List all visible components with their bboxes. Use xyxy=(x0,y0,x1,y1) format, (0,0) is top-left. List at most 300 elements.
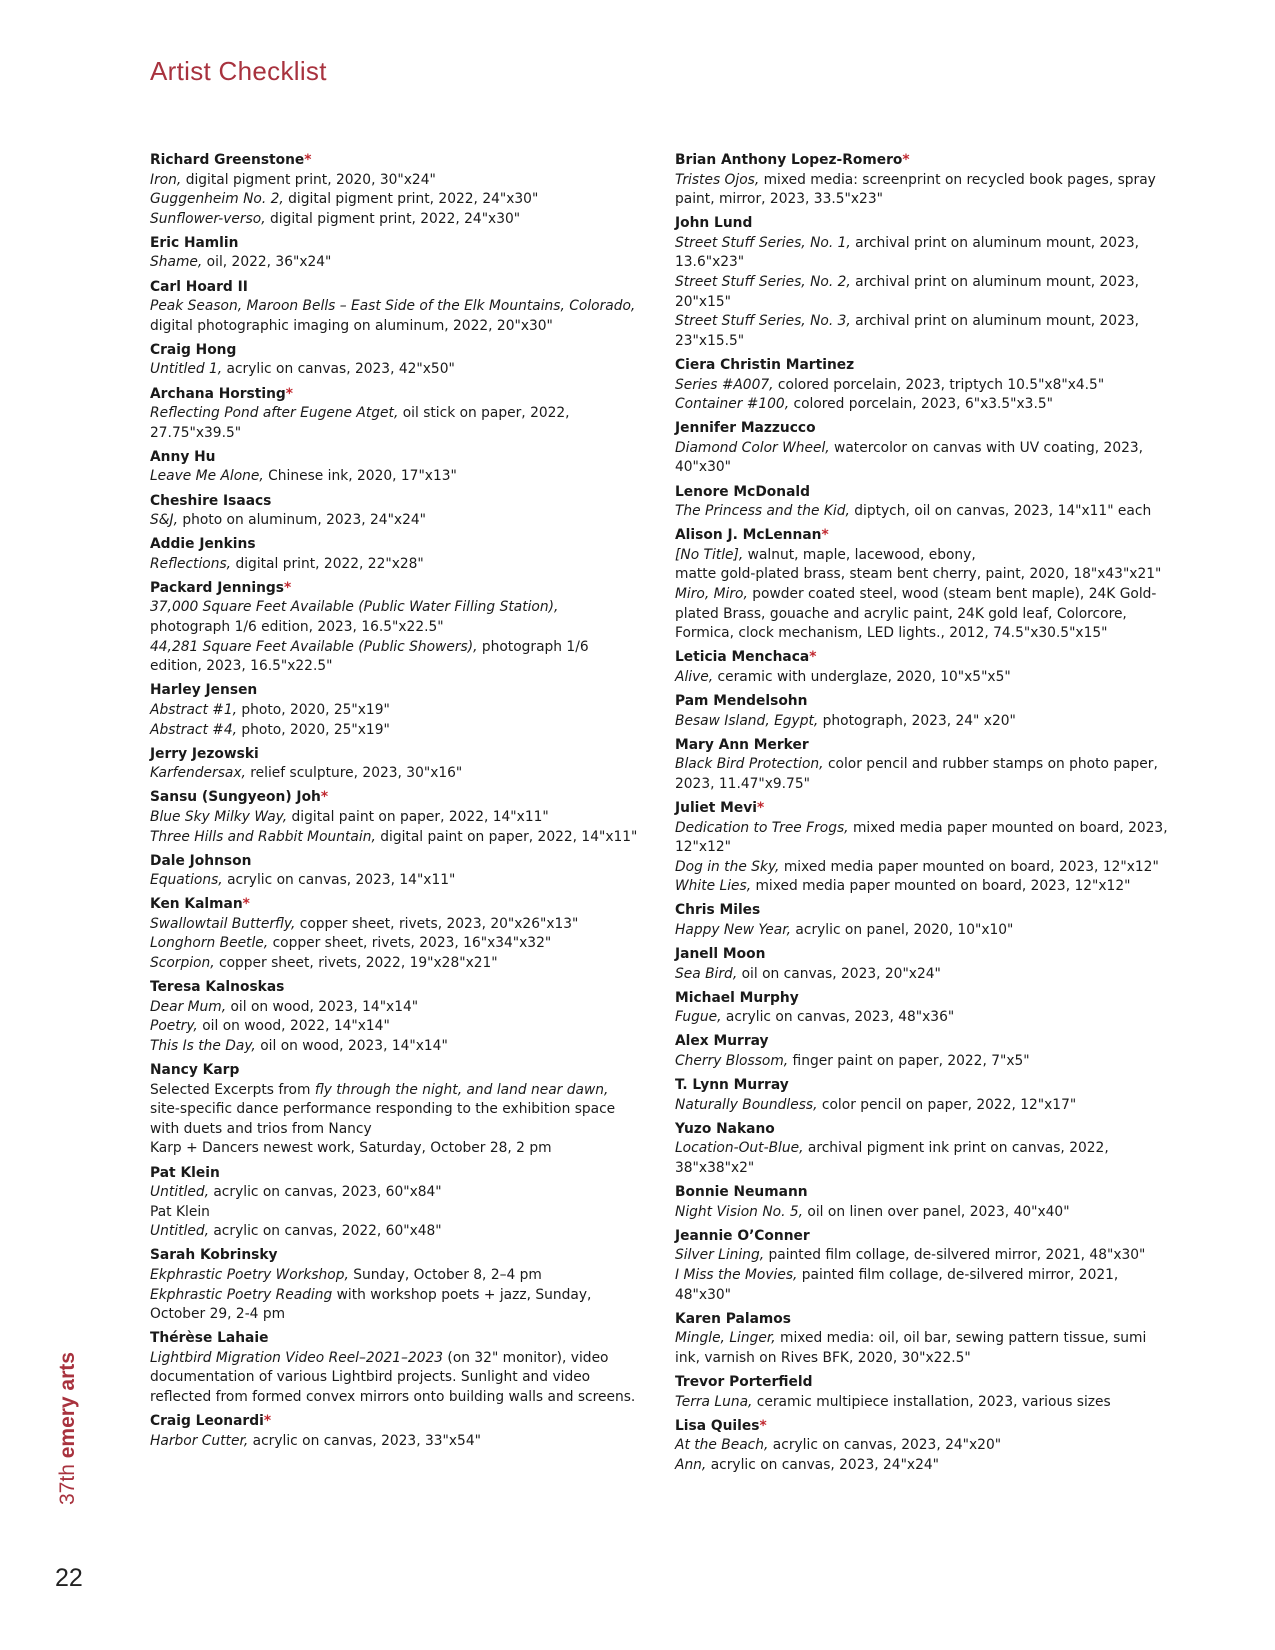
artist-name xyxy=(675,526,1170,546)
artwork-details: digital pigment print, 2020, 30"x24" xyxy=(181,171,436,188)
artist-name-text: Lenore McDonald xyxy=(675,483,810,500)
artwork-line xyxy=(150,297,640,336)
artist-entry xyxy=(150,1412,640,1451)
artwork-title: Untitled 1, xyxy=(150,361,223,378)
artwork-details: ceramic multipiece installation, 2023, various sizes xyxy=(752,1393,1111,1410)
artwork-title: 37,000 Square Feet Available (Public Water Filling Station), xyxy=(150,599,559,616)
artist-entry xyxy=(150,448,640,487)
artwork-details: digital pigment print, 2022, 24"x30" xyxy=(265,210,521,227)
artwork-line xyxy=(150,210,640,230)
artist-name xyxy=(675,1227,1170,1247)
artist-name-text: T. Lynn Murray xyxy=(675,1077,789,1094)
artwork-details: Sunday, October 8, 2–4 pm xyxy=(348,1266,542,1283)
artist-name-text: Anny Hu xyxy=(150,448,216,465)
artwork-line xyxy=(150,1139,640,1159)
artist-name-text: Alex Murray xyxy=(675,1033,769,1050)
artist-name xyxy=(150,895,640,915)
artist-name xyxy=(150,788,640,808)
artwork-line xyxy=(150,598,640,637)
artwork-title: Peak Season, Maroon Bells – East Side of the Elk Mountains, Colorado, xyxy=(150,298,636,315)
artist-name xyxy=(150,1164,640,1184)
artwork-line xyxy=(150,253,640,273)
artist-entry xyxy=(675,214,1170,351)
artist-name xyxy=(150,1329,640,1349)
artwork-title: Cherry Blossom, xyxy=(675,1053,789,1070)
artist-name-text: Juliet Mevi xyxy=(675,799,757,816)
checklist-column-left xyxy=(150,151,640,1456)
artist-name xyxy=(675,1310,1170,1330)
artwork-title: Dog in the Sky, xyxy=(675,858,780,875)
artwork-line xyxy=(675,819,1170,858)
artist-name-text: John Lund xyxy=(675,215,753,232)
artwork-title: Swallowtail Butterfly, xyxy=(150,915,296,932)
artist-name xyxy=(675,1183,1170,1203)
artist-name-text: Cheshire Isaacs xyxy=(150,492,272,509)
artist-name xyxy=(150,535,640,555)
artwork-title: Untitled, xyxy=(150,1184,209,1201)
artwork-details: walnut, maple, lacewood, ebony, xyxy=(743,546,976,563)
artwork-details: photo on aluminum, 2023, 24"x24" xyxy=(177,512,426,529)
artist-name-text: Harley Jensen xyxy=(150,682,258,699)
artwork-line xyxy=(150,808,640,828)
artist-entry xyxy=(150,1246,640,1324)
artist-name-text: Trevor Porterfield xyxy=(675,1373,813,1390)
page-title: Artist Checklist xyxy=(150,56,327,86)
artwork-line xyxy=(150,828,640,848)
artwork-line xyxy=(150,701,640,721)
artwork-title: Night Vision No. 5, xyxy=(675,1203,804,1220)
artist-name xyxy=(675,989,1170,1009)
artwork-title: Miro, Miro, xyxy=(675,585,748,602)
artist-name xyxy=(675,692,1170,712)
artwork-line xyxy=(150,1222,640,1242)
artwork-details: photograph, 2023, 24" x20" xyxy=(818,712,1016,729)
artwork-line xyxy=(675,1139,1170,1178)
asterisk-marker: * xyxy=(283,579,292,596)
artwork-title: Blue Sky Milky Way, xyxy=(150,808,288,825)
artist-name-text: Pam Mendelsohn xyxy=(675,692,808,709)
artwork-title: Longhorn Beetle, xyxy=(150,935,269,952)
artwork-line xyxy=(675,1008,1170,1028)
artwork-title: Leave Me Alone, xyxy=(150,468,264,485)
artist-name-text: Brian Anthony Lopez-Romero xyxy=(675,152,903,168)
artist-name xyxy=(150,151,640,171)
asterisk-marker: * xyxy=(809,649,817,666)
artist-name xyxy=(675,901,1170,921)
artist-name xyxy=(675,214,1170,234)
artist-name xyxy=(675,1417,1170,1437)
artwork-details: copper sheet, rivets, 2023, 16"x34"x32" xyxy=(268,935,552,952)
artwork-title: Iron, xyxy=(150,171,182,188)
artwork-details: archival print on aluminum mount, 2023, 20"x15" xyxy=(675,274,1140,310)
artwork-title: Scorpion, xyxy=(150,955,215,972)
artwork-details: finger paint on paper, 2022, 7"x5" xyxy=(788,1053,1030,1070)
artwork-title: Shame, xyxy=(150,254,203,271)
artwork-title: Equations, xyxy=(150,872,223,889)
artwork-title: Three Hills and Rabbit Mountain, xyxy=(150,828,376,845)
artwork-title: fly through the night, and land near dawn, xyxy=(314,1081,609,1098)
artist-name xyxy=(150,448,640,468)
artwork-title: Location-Out-Blue, xyxy=(675,1140,804,1157)
artist-name-text: Addie Jenkins xyxy=(150,536,256,553)
artist-entry xyxy=(675,1310,1170,1369)
artist-entry xyxy=(675,1032,1170,1071)
artwork-details: digital paint on paper, 2022, 14"x11" xyxy=(375,828,638,845)
artwork-title: 44,281 Square Feet Available (Public Showers), xyxy=(150,638,478,655)
artist-entry xyxy=(150,788,640,847)
artwork-details: relief sculpture, 2023, 30"x16" xyxy=(245,765,463,782)
artwork-title: Sea Bird, xyxy=(675,965,738,982)
artwork-line xyxy=(675,1052,1170,1072)
artwork-title: Untitled, xyxy=(150,1223,209,1240)
artist-name xyxy=(150,681,640,701)
artist-entry xyxy=(675,736,1170,795)
artist-entry xyxy=(150,385,640,444)
artwork-title: Besaw Island, Egypt, xyxy=(675,712,819,729)
artist-name-text: Jerry Jezowski xyxy=(150,745,259,762)
artwork-details: photo, 2020, 25"x19" xyxy=(237,701,390,718)
artist-entry xyxy=(150,492,640,531)
artist-entry xyxy=(675,989,1170,1028)
artwork-line xyxy=(150,511,640,531)
artist-name-text: Bonnie Neumann xyxy=(675,1184,808,1201)
artwork-title: Mingle, Linger, xyxy=(675,1330,776,1347)
artwork-details: archival print on aluminum mount, 2023, 13.6"x23" xyxy=(675,234,1140,271)
artist-name-text: Janell Moon xyxy=(675,946,766,963)
asterisk-marker: * xyxy=(821,527,829,544)
artwork-details: oil on canvas, 2023, 20"x24" xyxy=(737,965,941,982)
artwork-title: Ekphrastic Poetry Workshop, xyxy=(150,1266,349,1283)
artwork-line xyxy=(675,877,1170,897)
artist-name xyxy=(150,341,640,361)
artwork-line xyxy=(675,171,1170,210)
artist-name-text: Yuzo Nakano xyxy=(675,1120,775,1137)
artist-name xyxy=(675,151,1170,171)
artwork-details: Pat Klein xyxy=(150,1203,210,1220)
artwork-details: acrylic on canvas, 2023, 24"x24" xyxy=(706,1456,940,1473)
artist-entry xyxy=(150,681,640,740)
artwork-title: Abstract #4, xyxy=(150,721,238,738)
artwork-line xyxy=(150,1432,640,1452)
artwork-line xyxy=(150,1183,640,1203)
artist-name-text: Dale Johnson xyxy=(150,852,252,869)
artwork-details: acrylic on canvas, 2022, 60"x48" xyxy=(208,1223,442,1240)
artist-entry xyxy=(150,1164,640,1242)
artwork-line xyxy=(150,467,640,487)
artwork-details: site-specific dance performance responding to the exhibition space with duets and trios from Nancy xyxy=(150,1101,616,1137)
artwork-details: mixed media: screenprint on recycled book pages, spray paint, mirror, 2023, 33.5"x23" xyxy=(675,171,1156,208)
artwork-title: Reflections, xyxy=(150,555,232,572)
artist-name xyxy=(675,483,1170,503)
artwork-line xyxy=(675,1266,1170,1305)
artwork-title: Black Bird Protection, xyxy=(675,756,824,773)
artwork-details: oil on linen over panel, 2023, 40"x40" xyxy=(803,1203,1070,1220)
artwork-title: Naturally Boundless, xyxy=(675,1096,818,1113)
artist-entry xyxy=(675,1417,1170,1476)
artwork-details: archival pigment ink print on canvas, 2022, 38"x38"x2" xyxy=(675,1140,1109,1176)
artwork-title: Harbor Cutter, xyxy=(150,1432,249,1449)
artwork-line xyxy=(675,1246,1170,1266)
checklist-column-right xyxy=(675,151,1170,1480)
artist-name-text: Alison J. McLennan xyxy=(675,527,822,544)
artist-name xyxy=(150,745,640,765)
artist-entry xyxy=(150,1061,640,1159)
artwork-line xyxy=(150,998,640,1018)
artwork-details: colored porcelain, 2023, 6"x3.5"x3.5" xyxy=(789,396,1053,413)
artwork-title: Series #A007, xyxy=(675,376,774,393)
artwork-details: color pencil and rubber stamps on photo paper, 2023, 11.47"x9.75" xyxy=(675,756,1158,792)
artwork-line xyxy=(150,190,640,210)
artwork-details: oil on wood, 2022, 14"x14" xyxy=(197,1018,390,1035)
artist-name-text: Packard Jennings xyxy=(150,579,284,596)
artwork-title: At the Beach, xyxy=(675,1437,769,1454)
artwork-details: oil on wood, 2023, 14"x14" xyxy=(255,1037,448,1054)
artist-entry xyxy=(675,692,1170,731)
artist-entry xyxy=(675,1120,1170,1179)
artist-entry xyxy=(150,151,640,229)
artist-name xyxy=(150,1061,640,1081)
artist-name xyxy=(675,419,1170,439)
artist-name-text: Michael Murphy xyxy=(675,989,799,1006)
artist-entry xyxy=(150,745,640,784)
artwork-line xyxy=(675,395,1170,415)
artist-entry xyxy=(675,419,1170,478)
artist-name xyxy=(675,648,1170,668)
artist-name xyxy=(150,1412,640,1432)
artist-name-text: Teresa Kalnoskas xyxy=(150,979,285,996)
artwork-line xyxy=(150,721,640,741)
artwork-title: Sunflower-verso, xyxy=(150,210,266,227)
artist-name xyxy=(675,799,1170,819)
artist-name-text: Pat Klein xyxy=(150,1164,220,1181)
artwork-line xyxy=(675,668,1170,688)
brand-label: emery arts xyxy=(56,1352,79,1459)
asterisk-marker: * xyxy=(242,896,250,913)
artist-name xyxy=(150,1246,640,1266)
artist-name-text: Thérèse Lahaie xyxy=(150,1330,269,1347)
artwork-details: color pencil on paper, 2022, 12"x17" xyxy=(817,1096,1077,1113)
artist-name-text: Nancy Karp xyxy=(150,1062,240,1079)
artwork-line xyxy=(675,1096,1170,1116)
artwork-details: oil, 2022, 36"x24" xyxy=(202,254,332,271)
artwork-line xyxy=(150,638,640,677)
artist-name xyxy=(675,945,1170,965)
artwork-details: copper sheet, rivets, 2023, 20"x26"x13" xyxy=(295,915,579,932)
artist-name-text: Eric Hamlin xyxy=(150,234,239,251)
artist-name-text: Chris Miles xyxy=(675,902,761,919)
asterisk-marker: * xyxy=(902,152,910,168)
artist-name xyxy=(675,1076,1170,1096)
artwork-line xyxy=(150,915,640,935)
artwork-details: photo, 2020, 25"x19" xyxy=(237,721,390,738)
artist-name-text: Sarah Kobrinsky xyxy=(150,1247,278,1264)
artwork-line xyxy=(150,360,640,380)
artwork-details: mixed media: oil, oil bar, sewing pattern tissue, sumi ink, varnish on Rives BFK, 2020, 30"x22.5" xyxy=(675,1330,1147,1366)
artwork-title: Dear Mum, xyxy=(150,998,227,1015)
artwork-line xyxy=(150,1203,640,1223)
artist-entry xyxy=(150,978,640,1056)
artist-name-text: Karen Palamos xyxy=(675,1310,791,1327)
artwork-line xyxy=(150,404,640,443)
artist-name xyxy=(675,1120,1170,1140)
artwork-details: acrylic on canvas, 2023, 60"x84" xyxy=(208,1184,442,1201)
artwork-details: oil on wood, 2023, 14"x14" xyxy=(226,998,419,1015)
artist-name xyxy=(150,385,640,405)
artist-name-text: Craig Hong xyxy=(150,341,237,358)
artwork-title: S&J, xyxy=(150,512,178,529)
asterisk-marker: * xyxy=(759,1417,767,1434)
artwork-line xyxy=(150,171,640,191)
artist-entry xyxy=(150,1329,640,1407)
artist-name-text: Ciera Christin Martinez xyxy=(675,356,855,373)
artwork-title: I Miss the Movies, xyxy=(675,1266,798,1283)
artist-name-text: Leticia Menchaca xyxy=(675,649,810,666)
artwork-details: Chinese ink, 2020, 17"x13" xyxy=(263,468,457,485)
artist-name-text: Sansu (Sungyeon) Joh xyxy=(150,789,321,806)
artwork-line xyxy=(675,273,1170,312)
artist-entry xyxy=(675,1373,1170,1412)
artist-name xyxy=(150,579,640,599)
publication-label xyxy=(56,1352,80,1505)
artwork-line xyxy=(150,1266,640,1286)
artwork-title: Street Stuff Series, No. 1, xyxy=(675,234,851,251)
artwork-details: digital photographic imaging on aluminum, 2022, 20"x30" xyxy=(150,317,553,334)
asterisk-marker: * xyxy=(756,799,765,816)
artwork-title: Tristes Ojos, xyxy=(675,171,760,188)
artist-entry xyxy=(150,341,640,380)
artist-entry xyxy=(675,526,1170,644)
asterisk-marker: * xyxy=(285,385,294,402)
artwork-title: Ekphrastic Poetry Reading xyxy=(150,1286,333,1303)
artwork-title: Silver Lining, xyxy=(675,1247,765,1264)
artwork-details: digital pigment print, 2022, 24"x30" xyxy=(283,191,539,208)
artwork-line xyxy=(675,921,1170,941)
artist-name-text: Richard Greenstone xyxy=(150,152,305,168)
artwork-line xyxy=(150,871,640,891)
artwork-title: Container #100, xyxy=(675,396,790,413)
artwork-title: Diamond Color Wheel, xyxy=(675,439,830,456)
artist-name-text: Craig Leonardi xyxy=(150,1413,264,1430)
artist-entry xyxy=(150,535,640,574)
artwork-line xyxy=(675,439,1170,478)
artwork-details: oil stick on paper, 2022, 27.75"x39.5" xyxy=(150,405,570,441)
artist-entry xyxy=(675,151,1170,210)
artist-entry xyxy=(675,356,1170,415)
artwork-line xyxy=(150,764,640,784)
artist-entry xyxy=(150,234,640,273)
artwork-line xyxy=(675,1329,1170,1368)
artwork-line xyxy=(675,965,1170,985)
artist-name xyxy=(150,852,640,872)
artist-entry xyxy=(675,1183,1170,1222)
artwork-details: acrylic on canvas, 2023, 14"x11" xyxy=(222,872,456,889)
artwork-title: Lightbird Migration Video Reel–2021–2023 xyxy=(150,1349,444,1366)
artwork-title: Street Stuff Series, No. 3, xyxy=(675,313,851,330)
artwork-line xyxy=(150,1081,640,1140)
artist-name xyxy=(150,278,640,298)
artwork-line xyxy=(150,1349,640,1408)
asterisk-marker: * xyxy=(304,152,312,168)
artwork-line xyxy=(150,1286,640,1325)
artist-name-text: Lisa Quiles xyxy=(675,1417,760,1434)
artwork-title: Street Stuff Series, No. 2, xyxy=(675,274,851,291)
artwork-details: powder coated steel, wood (steam bent maple), 24K Gold-plated Brass, gouache and acrylic paint, 24K gold leaf, Colorcore, Formica, clock mechanism, LED lights., 2012, 74.5"x30.5"x15" xyxy=(675,585,1157,642)
artwork-details: Selected Excerpts from xyxy=(150,1081,315,1098)
artist-entry xyxy=(675,799,1170,897)
artist-entry xyxy=(675,648,1170,687)
artwork-details: archival print on aluminum mount, 2023, 23"x15.5" xyxy=(675,313,1140,349)
artist-name-text: Carl Hoard II xyxy=(150,278,248,295)
artwork-line xyxy=(675,1456,1170,1476)
artwork-title: Guggenheim No. 2, xyxy=(150,191,284,208)
artist-name-text: Archana Horsting xyxy=(150,385,286,402)
artwork-line xyxy=(675,585,1170,644)
artwork-details: matte gold-plated brass, steam bent cherry, paint, 2020, 18"x43"x21" xyxy=(675,566,1162,583)
artwork-line xyxy=(675,755,1170,794)
artwork-line xyxy=(150,934,640,954)
artwork-line xyxy=(150,1017,640,1037)
artwork-line xyxy=(150,1037,640,1057)
artwork-title: The Princess and the Kid, xyxy=(675,503,850,520)
artwork-details: mixed media paper mounted on board, 2023, 12"x12" xyxy=(751,878,1131,895)
artist-name-text: Jeannie O’Conner xyxy=(675,1227,810,1244)
page-number: 22 xyxy=(55,1564,83,1592)
artwork-line xyxy=(675,858,1170,878)
artwork-details: painted film collage, de-silvered mirror, 2021, 48"x30" xyxy=(675,1266,1119,1303)
artist-entry xyxy=(675,945,1170,984)
artwork-details: acrylic on canvas, 2023, 48"x36" xyxy=(721,1009,955,1026)
artwork-details: with workshop poets + jazz, Sunday, October 29, 2-4 pm xyxy=(150,1286,592,1323)
artwork-details: acrylic on canvas, 2023, 42"x50" xyxy=(222,361,455,378)
artist-entry xyxy=(150,852,640,891)
artwork-details: acrylic on canvas, 2023, 24"x20" xyxy=(768,1437,1002,1454)
artwork-line xyxy=(675,1203,1170,1223)
artwork-line xyxy=(675,1393,1170,1413)
artwork-details: photograph 1/6 edition, 2023, 16.5"x22.5" xyxy=(150,638,589,675)
artwork-details: digital paint on paper, 2022, 14"x11" xyxy=(287,808,549,825)
artwork-details: watercolor on canvas with UV coating, 2023, 40"x30" xyxy=(675,439,1144,476)
artwork-line xyxy=(675,312,1170,351)
artwork-details: photograph 1/6 edition, 2023, 16.5"x22.5" xyxy=(150,619,444,636)
artist-entry xyxy=(150,579,640,677)
artist-name xyxy=(675,1373,1170,1393)
artwork-details: painted film collage, de-silvered mirror, 2021, 48"x30" xyxy=(764,1247,1146,1264)
artwork-title: Terra Luna, xyxy=(675,1393,753,1410)
artwork-line xyxy=(675,1436,1170,1456)
artwork-title: Fugue, xyxy=(675,1009,722,1026)
artwork-details: mixed media paper mounted on board, 2023, 12"x12" xyxy=(675,819,1168,856)
artwork-title: White Lies, xyxy=(675,878,752,895)
artist-name xyxy=(675,356,1170,376)
artist-entry xyxy=(675,483,1170,522)
artwork-details: acrylic on canvas, 2023, 33"x54" xyxy=(248,1432,481,1449)
artist-entry xyxy=(675,1227,1170,1305)
artwork-title: Alive, xyxy=(675,668,714,685)
artwork-line xyxy=(150,954,640,974)
artist-entry xyxy=(675,901,1170,940)
artwork-line xyxy=(675,502,1170,522)
artwork-details: (on 32" monitor), video documentation of various Lightbird projects. Sunlight and video reflected from formed convex mirrors onto building walls and screens. xyxy=(150,1349,636,1406)
artwork-title: [No Title], xyxy=(675,546,744,563)
artwork-details: Karp + Dancers newest work, Saturday, October 28, 2 pm xyxy=(150,1140,552,1157)
asterisk-marker: * xyxy=(263,1413,272,1430)
artwork-title: Happy New Year, xyxy=(675,921,792,938)
artwork-details: ceramic with underglaze, 2020, 10"x5"x5" xyxy=(713,668,1011,685)
artwork-details: diptych, oil on canvas, 2023, 14"x11" each xyxy=(849,503,1152,520)
artwork-title: Dedication to Tree Frogs, xyxy=(675,819,849,836)
artwork-title: This Is the Day, xyxy=(150,1037,256,1054)
artwork-title: Abstract #1, xyxy=(150,701,238,718)
